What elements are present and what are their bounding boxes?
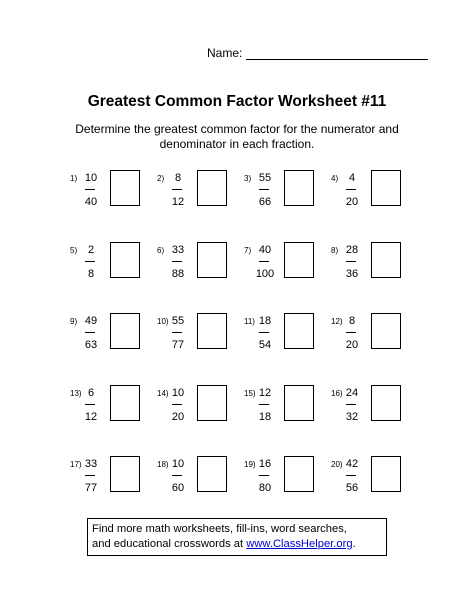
classhelper-link[interactable]: www.ClassHelper.org [246,538,353,550]
fraction-bar [172,189,182,190]
fraction-bar [85,261,95,262]
fraction-bar [346,404,356,405]
denominator: 63 [84,339,98,351]
denominator: 18 [258,410,272,423]
problem-6 [147,240,234,312]
numerator: 55 [171,315,185,327]
answer-box[interactable] [371,313,401,349]
name-row [207,46,428,60]
problem-number: 1) [70,174,78,183]
fraction-bar [172,475,182,476]
denominator: 20 [171,410,185,423]
answer-box[interactable] [284,456,314,492]
answer-box[interactable] [197,242,227,278]
answer-box[interactable] [284,385,314,421]
denominator: 40 [84,196,98,208]
answer-box[interactable] [371,170,401,206]
answer-box[interactable] [197,456,227,492]
numerator: 28 [345,243,359,256]
answer-box[interactable] [110,313,140,349]
problem-number: 3) [244,174,252,183]
problem-8 [321,240,408,312]
problem-grid [60,168,410,508]
numerator: 33 [84,458,98,470]
fraction-bar [346,189,356,190]
denominator: 12 [171,196,185,208]
problem-5 [60,240,147,312]
problem-number: 17) [70,460,82,469]
denominator: 54 [258,339,272,351]
numerator: 8 [348,315,356,327]
answer-box[interactable] [110,385,140,421]
problem-20 [321,454,408,526]
problem-number: 19) [244,460,256,469]
answer-box[interactable] [197,313,227,349]
problem-17 [60,454,147,526]
numerator: 18 [258,315,272,327]
numerator: 2 [87,243,95,256]
numerator: 33 [171,243,185,256]
answer-box[interactable] [284,242,314,278]
problem-number: 12) [331,317,343,326]
problem-12 [321,311,408,383]
denominator: 88 [171,267,185,280]
problem-number: 14) [157,388,169,398]
numerator: 55 [258,172,272,184]
numerator: 12 [258,386,272,399]
problem-number: 16) [331,388,343,398]
problem-9 [60,311,147,383]
problem-7 [234,240,321,312]
numerator: 10 [84,172,98,184]
numerator: 8 [174,172,182,184]
denominator: 32 [345,410,359,423]
problem-number: 2) [157,174,165,183]
problem-11 [234,311,321,383]
problem-18 [147,454,234,526]
problem-14 [147,383,234,455]
footer-text-line2: and educational crosswords at [92,538,247,550]
problem-number: 8) [331,245,339,255]
problem-number: 9) [70,317,78,326]
problem-number: 20) [331,460,343,469]
denominator: 20 [345,196,359,208]
problem-3 [234,168,321,240]
problem-16 [321,383,408,455]
problem-4 [321,168,408,240]
problem-number: 5) [70,245,78,255]
name-field[interactable] [246,47,428,60]
denominator: 12 [84,410,98,423]
denominator: 56 [345,482,359,494]
numerator: 6 [87,386,95,399]
problem-1 [60,168,147,240]
problem-number: 11) [244,317,255,326]
problem-2 [147,168,234,240]
answer-box[interactable] [371,456,401,492]
fraction-bar [346,261,356,262]
footer-box [87,518,387,556]
fraction-bar [259,332,269,333]
numerator: 42 [345,458,359,470]
problem-number: 10) [157,317,169,326]
answer-box[interactable] [110,456,140,492]
problem-10 [147,311,234,383]
footer-text-line1: Find more math worksheets, fill-ins, word searches, [92,523,347,535]
answer-box[interactable] [371,242,401,278]
denominator: 77 [171,339,185,351]
numerator: 10 [171,386,185,399]
denominator: 20 [345,339,359,351]
fraction-bar [259,261,269,262]
answer-box[interactable] [371,385,401,421]
name-label: Name: [207,46,243,60]
denominator: 100 [255,267,275,280]
denominator: 77 [84,482,98,494]
denominator: 8 [87,267,95,280]
answer-box[interactable] [284,313,314,349]
problem-number: 7) [244,245,252,255]
fraction-bar [346,475,356,476]
page-title: Greatest Common Factor Worksheet #11 [87,93,387,110]
problem-number: 13) [70,388,82,398]
problem-19 [234,454,321,526]
fraction-bar [85,404,95,405]
fraction-bar [259,404,269,405]
instructions: Determine the greatest common factor for the numerator and denominator in each fraction. [75,122,399,151]
answer-box[interactable] [197,385,227,421]
problem-number: 15) [244,388,256,398]
denominator: 80 [258,482,272,494]
problem-number: 6) [157,245,165,255]
denominator: 36 [345,267,359,280]
fraction-bar [85,332,95,333]
numerator: 16 [258,458,272,470]
problem-number: 4) [331,174,339,183]
answer-box[interactable] [284,170,314,206]
problem-number: 18) [157,460,169,469]
fraction-bar [85,189,95,190]
problem-15 [234,383,321,455]
answer-box[interactable] [110,170,140,206]
numerator: 4 [348,172,356,184]
footer-text-end: . [352,538,356,550]
numerator: 40 [258,243,272,256]
fraction-bar [172,332,182,333]
answer-box[interactable] [197,170,227,206]
fraction-bar [85,475,95,476]
denominator: 60 [171,482,185,494]
fraction-bar [346,332,356,333]
fraction-bar [172,261,182,262]
fraction-bar [259,189,269,190]
problem-13 [60,383,147,455]
fraction-bar [172,404,182,405]
denominator: 66 [258,196,272,208]
answer-box[interactable] [110,242,140,278]
numerator: 49 [84,315,98,327]
fraction-bar [259,475,269,476]
numerator: 24 [345,386,359,399]
numerator: 10 [171,458,185,470]
